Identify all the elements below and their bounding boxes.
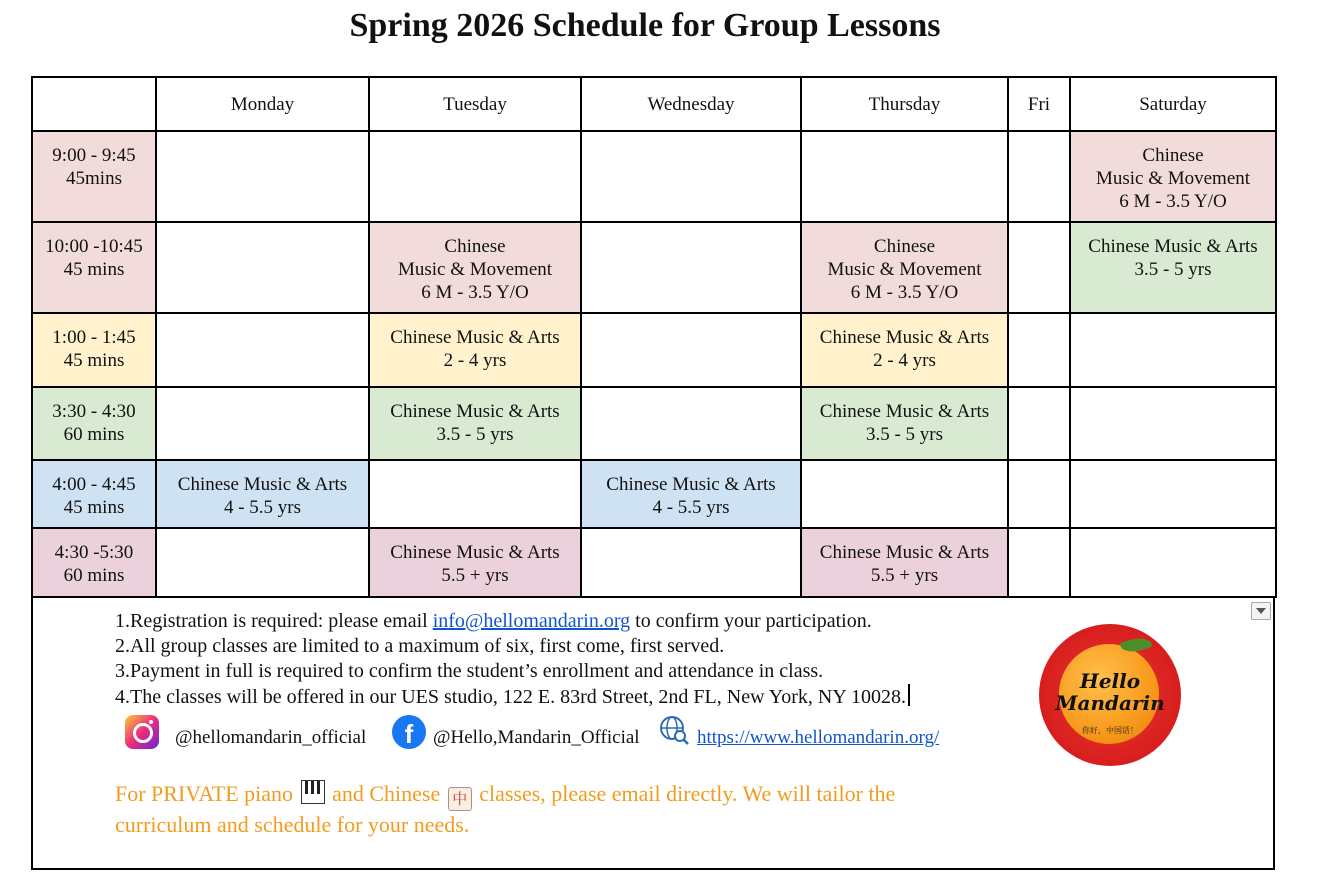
class-cell-thursday: [801, 313, 1008, 386]
empty-cell-wednesday: [581, 387, 801, 460]
class-line: Chinese Music & Arts: [177, 473, 348, 495]
email-link[interactable]: info@hellomandarin.org: [432, 610, 631, 632]
empty-cell-friday: [1008, 313, 1070, 386]
time-range: 9:00 - 9:45: [52, 145, 136, 166]
empty-cell-tuesday: [369, 460, 581, 528]
duration: 45 mins: [63, 259, 125, 281]
header-monday: Monday: [156, 77, 369, 131]
duration: 45 mins: [63, 350, 125, 372]
class-line: 3.5 - 5 yrs: [436, 423, 514, 445]
empty-cell-saturday: [1070, 313, 1276, 386]
class-line: Chinese Music & Arts: [390, 541, 560, 563]
class-line: Chinese Music & Arts: [390, 327, 560, 349]
instagram-handle: @hellomandarin_official: [175, 727, 367, 748]
class-line: Chinese Music & Arts: [819, 541, 990, 563]
header-saturday: Saturday: [1070, 77, 1276, 131]
table-row: [32, 131, 1276, 222]
globe-search-icon[interactable]: [659, 715, 689, 745]
header-thursday: Thursday: [801, 77, 1008, 131]
duration: 60 mins: [63, 564, 125, 586]
time-slot-cell: [32, 460, 156, 528]
class-cell-thursday: [801, 387, 1008, 460]
empty-cell-friday: [1008, 131, 1070, 222]
empty-cell-monday: [156, 131, 369, 222]
table-row: [32, 313, 1276, 386]
class-cell-tuesday: [369, 313, 581, 386]
class-line: 5.5 + yrs: [870, 564, 939, 586]
time-range: 3:30 - 4:30: [52, 400, 136, 422]
time-slot-cell: [32, 222, 156, 313]
class-cell-thursday: [801, 528, 1008, 597]
empty-cell-wednesday: [581, 313, 801, 386]
piano-icon: [301, 780, 325, 804]
class-cell-tuesday: [369, 387, 581, 460]
header-corner: [32, 77, 156, 131]
class-cell-tuesday: [369, 528, 581, 597]
hello-mandarin-logo: Hello Mandarin 你好，中国话！: [1039, 624, 1181, 766]
duration: 45 mins: [63, 496, 125, 518]
empty-cell-saturday: [1070, 528, 1276, 597]
empty-cell-monday: [156, 387, 369, 460]
notes-section: [31, 597, 1275, 870]
class-line: Chinese Music & Arts: [819, 400, 990, 422]
time-range: 1:00 - 1:45: [52, 327, 136, 349]
duration: 45mins: [66, 168, 122, 189]
note-class-size: 2.All group classes are limited to a maximum of six, first come, first served.: [115, 635, 725, 657]
text-cursor: [908, 684, 910, 706]
time-slot-cell: [32, 313, 156, 386]
class-cell-wednesday: [581, 460, 801, 528]
class-line: Chinese: [1142, 145, 1204, 166]
table-row: [32, 460, 1276, 528]
class-line: Chinese Music & Arts: [1088, 236, 1258, 258]
class-line: 5.5 + yrs: [441, 564, 509, 586]
class-line: Music & Movement: [397, 259, 553, 281]
empty-cell-friday: [1008, 222, 1070, 313]
class-cell-thursday: [801, 222, 1008, 313]
class-line: Music & Movement: [827, 259, 982, 281]
table-row: [32, 528, 1276, 597]
note-registration: 1.Registration is required: please email info@hellomandarin.org to confirm your participation.: [115, 610, 872, 632]
time-range: 10:00 -10:45: [45, 236, 143, 258]
facebook-handle: @Hello,Mandarin_Official: [433, 727, 640, 748]
header-wednesday: Wednesday: [581, 77, 801, 131]
empty-cell-monday: [156, 528, 369, 597]
class-line: 6 M - 3.5 Y/O: [1119, 191, 1227, 212]
class-cell-saturday: [1070, 131, 1276, 222]
empty-cell-friday: [1008, 460, 1070, 528]
time-range: 4:00 - 4:45: [52, 473, 136, 495]
class-line: Chinese Music & Arts: [819, 327, 990, 349]
empty-cell-thursday: [801, 460, 1008, 528]
empty-cell-monday: [156, 222, 369, 313]
dropdown-toggle[interactable]: [1251, 602, 1271, 620]
class-line: Chinese Music & Arts: [390, 400, 560, 422]
instagram-icon[interactable]: [125, 715, 159, 749]
class-line: 3.5 - 5 yrs: [865, 423, 944, 445]
duration: 60 mins: [63, 423, 125, 445]
time-range: 4:30 -5:30: [54, 541, 134, 563]
class-cell-saturday: [1070, 222, 1276, 313]
time-slot-cell: [32, 387, 156, 460]
schedule-table: [31, 76, 1277, 598]
class-line: Music & Movement: [1095, 168, 1251, 189]
header-tuesday: Tuesday: [369, 77, 581, 131]
note-payment: 3.Payment in full is required to confirm the student’s enrollment and attendance in class.: [115, 660, 824, 682]
class-line: 6 M - 3.5 Y/O: [850, 282, 959, 304]
header-row: [32, 77, 1276, 131]
empty-cell-monday: [156, 313, 369, 386]
class-line: 4 - 5.5 yrs: [223, 496, 302, 518]
class-line: 3.5 - 5 yrs: [1134, 259, 1212, 281]
mahjong-tile-icon: 中: [448, 787, 472, 811]
empty-cell-thursday: [801, 131, 1008, 222]
empty-cell-saturday: [1070, 460, 1276, 528]
empty-cell-wednesday: [581, 131, 801, 222]
facebook-icon[interactable]: f: [392, 715, 426, 749]
class-line: Chinese: [873, 236, 936, 258]
empty-cell-tuesday: [369, 131, 581, 222]
class-line: 2 - 4 yrs: [873, 350, 936, 372]
website-link[interactable]: https://www.hellomandarin.org/: [697, 727, 940, 748]
table-row: [32, 387, 1276, 460]
class-cell-tuesday: [369, 222, 581, 313]
time-slot-cell: [32, 528, 156, 597]
empty-cell-wednesday: [581, 528, 801, 597]
page-title: Spring 2026 Schedule for Group Lessons: [349, 7, 941, 44]
class-line: 2 - 4 yrs: [443, 350, 507, 372]
class-line: Chinese: [444, 236, 506, 258]
class-cell-monday: [156, 460, 369, 528]
empty-cell-saturday: [1070, 387, 1276, 460]
class-line: 6 M - 3.5 Y/O: [421, 282, 529, 304]
time-slot-cell: [32, 131, 156, 222]
header-friday: Fri: [1008, 77, 1070, 131]
class-line: 4 - 5.5 yrs: [652, 496, 730, 518]
empty-cell-friday: [1008, 387, 1070, 460]
empty-cell-friday: [1008, 528, 1070, 597]
private-classes-note: For PRIVATE piano and Chinese 中 classes, please email directly. We will tailor the curriculum and schedule for your needs.: [115, 781, 896, 837]
table-row: [32, 222, 1276, 313]
class-line: Chinese Music & Arts: [606, 473, 776, 495]
note-location: 4.The classes will be offered in our UES studio, 122 E. 83rd Street, 2nd FL, New York, NY 10028.: [115, 684, 910, 710]
empty-cell-wednesday: [581, 222, 801, 313]
